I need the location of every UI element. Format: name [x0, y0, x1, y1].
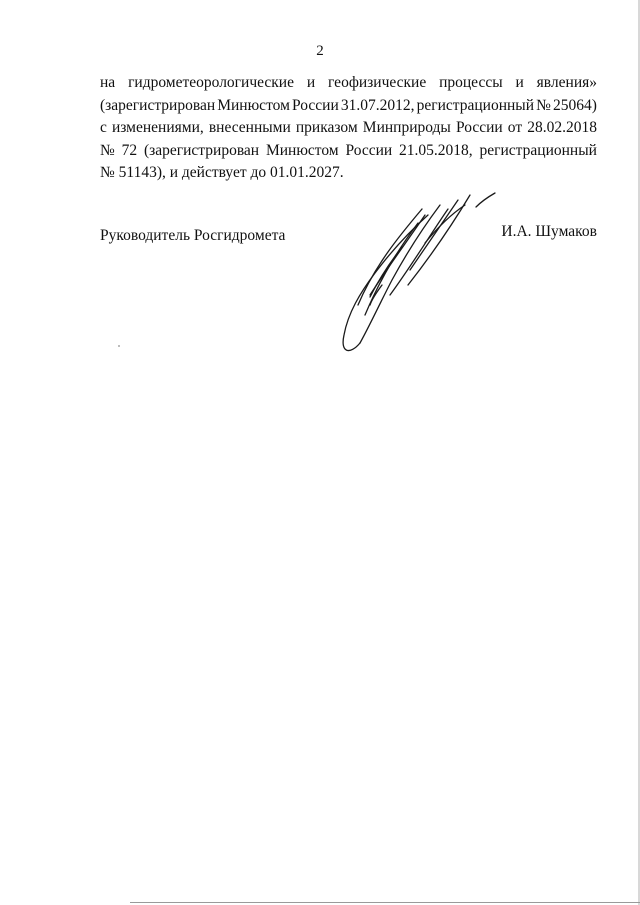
word: процессы [439, 74, 503, 91]
scan-speck [118, 345, 120, 347]
paragraph-line [100, 162, 597, 185]
word: № [100, 141, 115, 159]
word: приказом [295, 119, 358, 136]
word: 25064) [553, 96, 597, 114]
word: 21.05.2018, [399, 141, 473, 159]
signer-name: И.А. Шумаков [501, 223, 597, 240]
word: явления» [536, 74, 597, 91]
page-number: 2 [316, 43, 324, 59]
paragraph-line [100, 140, 597, 163]
word: Минюстом [217, 96, 290, 114]
handwritten-signature [330, 185, 520, 360]
word: и [306, 74, 316, 91]
word: с [100, 119, 107, 136]
word: России [345, 141, 393, 159]
paragraph-line [100, 95, 597, 118]
body-paragraph [100, 72, 597, 185]
word: (зарегистрирован [143, 141, 260, 159]
word: 72 [121, 141, 138, 159]
word: регистрационный [479, 141, 597, 159]
word: России [455, 119, 503, 136]
word: № [536, 96, 551, 114]
word: внесенными [208, 119, 291, 136]
word: на [100, 74, 116, 91]
paragraph-line [100, 117, 597, 140]
word: (зарегистрирован [100, 96, 216, 114]
signer-title: Руководитель Росгидромета [100, 227, 286, 244]
word: геофизические [328, 74, 427, 91]
word: гидрометеорологические [128, 74, 294, 91]
word: изменениями, [111, 119, 204, 136]
word: регистрационный [416, 96, 534, 114]
word: Минюстом [265, 141, 339, 159]
word: Минприроды [362, 119, 451, 136]
word: и [515, 74, 524, 91]
word: № 51143), и действует до 01.01.2027. [100, 164, 344, 181]
paragraph-line [100, 72, 597, 95]
word: России [292, 96, 339, 114]
word: 28.02.2018 [527, 119, 597, 136]
word: от [507, 119, 523, 136]
scan-edge-bottom [130, 902, 640, 903]
word: 31.07.2012, [340, 96, 415, 114]
